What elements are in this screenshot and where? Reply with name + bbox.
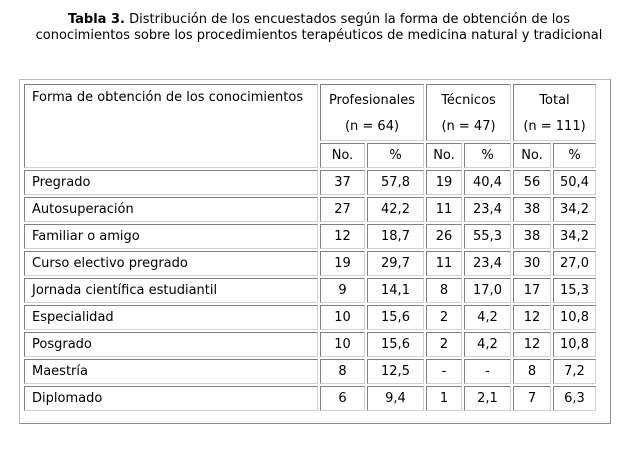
cell-count: 12	[513, 305, 551, 330]
cell-count: 8	[426, 278, 462, 303]
cell-percent: 57,8	[367, 170, 424, 195]
cell-percent: 18,7	[367, 224, 424, 249]
cell-percent: 29,7	[367, 251, 424, 276]
cell-count: 38	[513, 224, 551, 249]
cell-percent: 15,6	[367, 332, 424, 357]
row-label: Maestría	[24, 359, 318, 384]
cell-percent: -	[464, 359, 511, 384]
row-header-cell	[24, 84, 318, 168]
cell-percent: 2,1	[464, 386, 511, 411]
cell-count: 2	[426, 305, 462, 330]
cell-percent: 15,6	[367, 305, 424, 330]
cell-count: 10	[320, 305, 365, 330]
table-row	[24, 278, 596, 303]
subheader-pct: %	[367, 143, 424, 168]
caption-text: Distribución de los encuestados según la forma de obtención de los conocimientos sobre los procedimientos terapéuticos de medicina natural y tradicional	[35, 12, 603, 43]
cell-count: 38	[513, 197, 551, 222]
table-caption	[20, 12, 618, 44]
cell-percent: 50,4	[553, 170, 596, 195]
group-header-tecnicos	[426, 84, 511, 141]
table-row	[24, 197, 596, 222]
table-row	[24, 251, 596, 276]
cell-count: 10	[320, 332, 365, 357]
cell-percent: 15,3	[553, 278, 596, 303]
cell-percent: 42,2	[367, 197, 424, 222]
cell-count: 8	[320, 359, 365, 384]
cell-count: 2	[426, 332, 462, 357]
caption-title: Tabla 3.	[67, 12, 125, 27]
cell-count: 17	[513, 278, 551, 303]
data-table	[22, 82, 598, 413]
group-header-total	[513, 84, 596, 141]
group-name: Técnicos	[441, 93, 496, 108]
cell-percent: 34,2	[553, 197, 596, 222]
table-row	[24, 386, 596, 411]
table-row	[24, 170, 596, 195]
cell-percent: 10,8	[553, 305, 596, 330]
group-header-profesionales	[320, 84, 424, 141]
row-label: Diplomado	[24, 386, 318, 411]
table-row	[24, 305, 596, 330]
cell-count: 26	[426, 224, 462, 249]
cell-percent: 17,0	[464, 278, 511, 303]
group-name: Total	[539, 93, 570, 108]
header-row	[24, 84, 596, 141]
cell-percent: 7,2	[553, 359, 596, 384]
subheader-no: No.	[513, 143, 551, 168]
cell-count: 1	[426, 386, 462, 411]
row-label: Pregrado	[24, 170, 318, 195]
data-table-frame	[19, 79, 611, 424]
row-label: Curso electivo pregrado	[24, 251, 318, 276]
cell-percent: 23,4	[464, 251, 511, 276]
group-name: Profesionales	[328, 93, 416, 108]
table-row	[24, 224, 596, 249]
table-row	[24, 359, 596, 384]
group-n: (n = 47)	[441, 119, 496, 134]
group-n: (n = 111)	[523, 119, 586, 134]
cell-percent: 9,4	[367, 386, 424, 411]
cell-count: 30	[513, 251, 551, 276]
subheader-no: No.	[426, 143, 462, 168]
cell-percent: 10,8	[553, 332, 596, 357]
cell-percent: 55,3	[464, 224, 511, 249]
cell-count: -	[426, 359, 462, 384]
row-label: Autosuperación	[24, 197, 318, 222]
cell-count: 7	[513, 386, 551, 411]
group-n: (n = 64)	[344, 119, 400, 134]
cell-count: 11	[426, 197, 462, 222]
cell-count: 37	[320, 170, 365, 195]
cell-count: 12	[320, 224, 365, 249]
subheader-pct: %	[553, 143, 596, 168]
cell-percent: 40,4	[464, 170, 511, 195]
row-label: Jornada científica estudiantil	[24, 278, 318, 303]
row-label: Especialidad	[24, 305, 318, 330]
row-label: Familiar o amigo	[24, 224, 318, 249]
cell-count: 9	[320, 278, 365, 303]
subheader-no: No.	[320, 143, 365, 168]
cell-percent: 4,2	[464, 305, 511, 330]
cell-percent: 6,3	[553, 386, 596, 411]
cell-count: 19	[320, 251, 365, 276]
row-label: Posgrado	[24, 332, 318, 357]
cell-percent: 12,5	[367, 359, 424, 384]
cell-count: 6	[320, 386, 365, 411]
cell-count: 12	[513, 332, 551, 357]
cell-count: 56	[513, 170, 551, 195]
row-header-label: Forma de obtención de los conocimientos	[32, 90, 304, 105]
cell-count: 11	[426, 251, 462, 276]
subheader-pct: %	[464, 143, 511, 168]
cell-percent: 23,4	[464, 197, 511, 222]
cell-percent: 34,2	[553, 224, 596, 249]
cell-count: 8	[513, 359, 551, 384]
cell-percent: 14,1	[367, 278, 424, 303]
cell-percent: 4,2	[464, 332, 511, 357]
cell-count: 27	[320, 197, 365, 222]
table-row	[24, 332, 596, 357]
cell-percent: 27,0	[553, 251, 596, 276]
cell-count: 19	[426, 170, 462, 195]
